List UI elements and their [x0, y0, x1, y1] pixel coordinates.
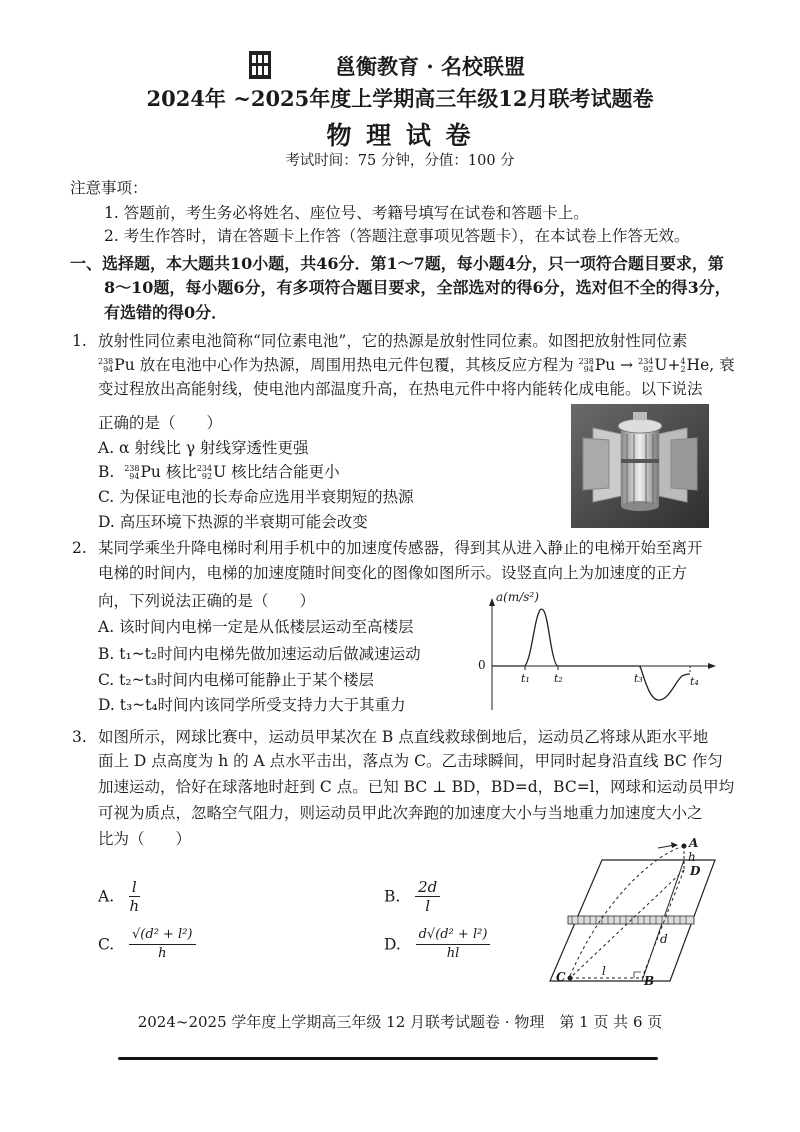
- diagram-label-d: d: [660, 932, 668, 946]
- graph-t3-label: t₃: [634, 672, 643, 685]
- diagram-label-h: h: [688, 850, 696, 864]
- section-instructions-3: 有选错的得0分．: [104, 303, 228, 322]
- pu-nuclide-index: 238 94: [98, 357, 114, 374]
- q3-text-4: 可视为质点，忽略空气阻力，则运动员甲此次奔跑的加速度大小与当地重力加速度大小之: [98, 804, 703, 822]
- diagram-label-d-point: D: [690, 864, 701, 878]
- q3-text-5: 比为（ ）: [98, 830, 192, 848]
- tennis-court-diagram: [530, 836, 720, 992]
- rtg-battery-image: [571, 404, 709, 528]
- q2-text-2: 电梯的时间内，电梯的加速度随时间变化的图像如图所示。设竖直向上为加速度的正方: [98, 564, 688, 582]
- org-title: 邕衡教育 · 名校联盟: [335, 54, 525, 79]
- footer-divider: [118, 1057, 658, 1060]
- q1-text-4: 正确的是（ ）: [98, 414, 223, 432]
- diagram-label-a: A: [689, 836, 699, 850]
- q2-text-3: 向，下列说法正确的是（ ）: [98, 592, 316, 610]
- q2-number: 2.: [72, 539, 87, 557]
- q3-text-3: 加速运动，恰好在球落地时赶到 C 点。已知 BC ⊥ BD，BD=d，BC=l，网球和运动员甲均: [98, 778, 735, 796]
- note-item-1: 1. 答题前，考生务必将姓名、座位号、考籍号填写在试卷和答题卡上。: [104, 204, 589, 222]
- q1-text-2: 238 94Pu 放在电池中心作为热源，周围用热电元件包覆，其核反应方程为 238 94Pu → 234 92U+4 2He, 衰: [98, 356, 735, 374]
- q1-option-b[interactable]: B. 238 94Pu 核比234 92U 核比结合能更小: [98, 463, 340, 481]
- page-footer: 2024~2025 学年度上学期高三年级 12 月联考试题卷 · 物理 第 1 页 共 6 页: [137, 1013, 663, 1031]
- q2-option-b[interactable]: B. t₁~t₂时间内电梯先做加速运动后做减速运动: [98, 645, 421, 663]
- section-instructions-2: 8～10题，每小题6分，有多项符合题目要求，全部选对的得6分，选对但不全的得3分，: [104, 278, 731, 297]
- q2-text-1: 某同学乘坐升降电梯时利用手机中的加速度传感器，得到其从进入静止的电梯开始至离开: [98, 539, 703, 557]
- q3-option-a[interactable]: A. $\frac{l}{h}$: [98, 878, 140, 915]
- note-item-2: 2. 考生作答时，请在答题卡上作答（答题注意事项见答题卡），在本试卷上作答无效。: [104, 227, 690, 245]
- q1-option-a[interactable]: A. α 射线比 γ 射线穿透性更强: [98, 439, 309, 457]
- diagram-label-l: l: [602, 964, 606, 978]
- notes-title: 注意事项：: [70, 179, 148, 197]
- exam-info: 考试时间：75 分钟，分值：100 分: [285, 153, 515, 169]
- graph-y-axis-label: a(m/s²): [496, 590, 539, 604]
- q3-text-2: 面上 D 点高度为 h 的 A 点水平击出，落点为 C。乙击球瞬间，甲同时起身沿直线 BC 作匀: [98, 752, 723, 770]
- graph-t1-label: t₁: [521, 672, 530, 685]
- q2-option-d[interactable]: D. t₃~t₄时间内该同学所受支持力大于其重力: [98, 696, 406, 714]
- q2-option-c[interactable]: C. t₂~t₃时间内电梯可能静止于某个楼层: [98, 671, 375, 689]
- diagram-label-c: C: [556, 970, 566, 984]
- diagram-label-b: B: [644, 974, 655, 988]
- q3-option-c[interactable]: C. $\frac{\text{√(d² + l²)}}{h}$: [98, 926, 196, 963]
- q3-text-1: 如图所示，网球比赛中，运动员甲某次在 B 点直线救球倒地后，运动员乙将球从距水平地: [98, 728, 709, 746]
- section-instructions: 一、选择题，本大题共10小题，共46分．第1～7题，每小题4分，只一项符合题目要求，第: [70, 254, 724, 273]
- q1-text-1: 放射性同位素电池简称“同位素电池”，它的热源是放射性同位素。如图把放射性同位素: [98, 332, 688, 350]
- graph-t2-label: t₂: [554, 672, 563, 685]
- q1-text-3: 变过程放出高能射线，使电池内部温度升高，在热电元件中将内能转化成电能。以下说法: [98, 380, 703, 398]
- exam-title: 2024年 ~2025年度上学期高三年级12月联考试题卷: [146, 86, 654, 111]
- subject-title: 物 理 试 卷: [326, 121, 474, 150]
- q2-option-a[interactable]: A. 该时间内电梯一定是从低楼层运动至高楼层: [98, 618, 414, 636]
- q3-option-b[interactable]: B. $\frac{2d}{l}$: [384, 878, 440, 915]
- q1-option-d[interactable]: D. 高压环境下热源的半衰期可能会改变: [98, 513, 368, 531]
- acceleration-graph: [470, 590, 720, 715]
- q1-number: 1.: [72, 332, 87, 350]
- q1-option-c[interactable]: C. 为保证电池的长寿命应选用半衰期短的热源: [98, 488, 414, 506]
- graph-origin-label: 0: [478, 658, 486, 672]
- graph-t4-label: t₄: [690, 675, 699, 688]
- q3-option-d[interactable]: D. $\frac{\text{d√(d² + l²)}}{hl}$: [384, 926, 490, 963]
- q3-number: 3.: [72, 728, 87, 746]
